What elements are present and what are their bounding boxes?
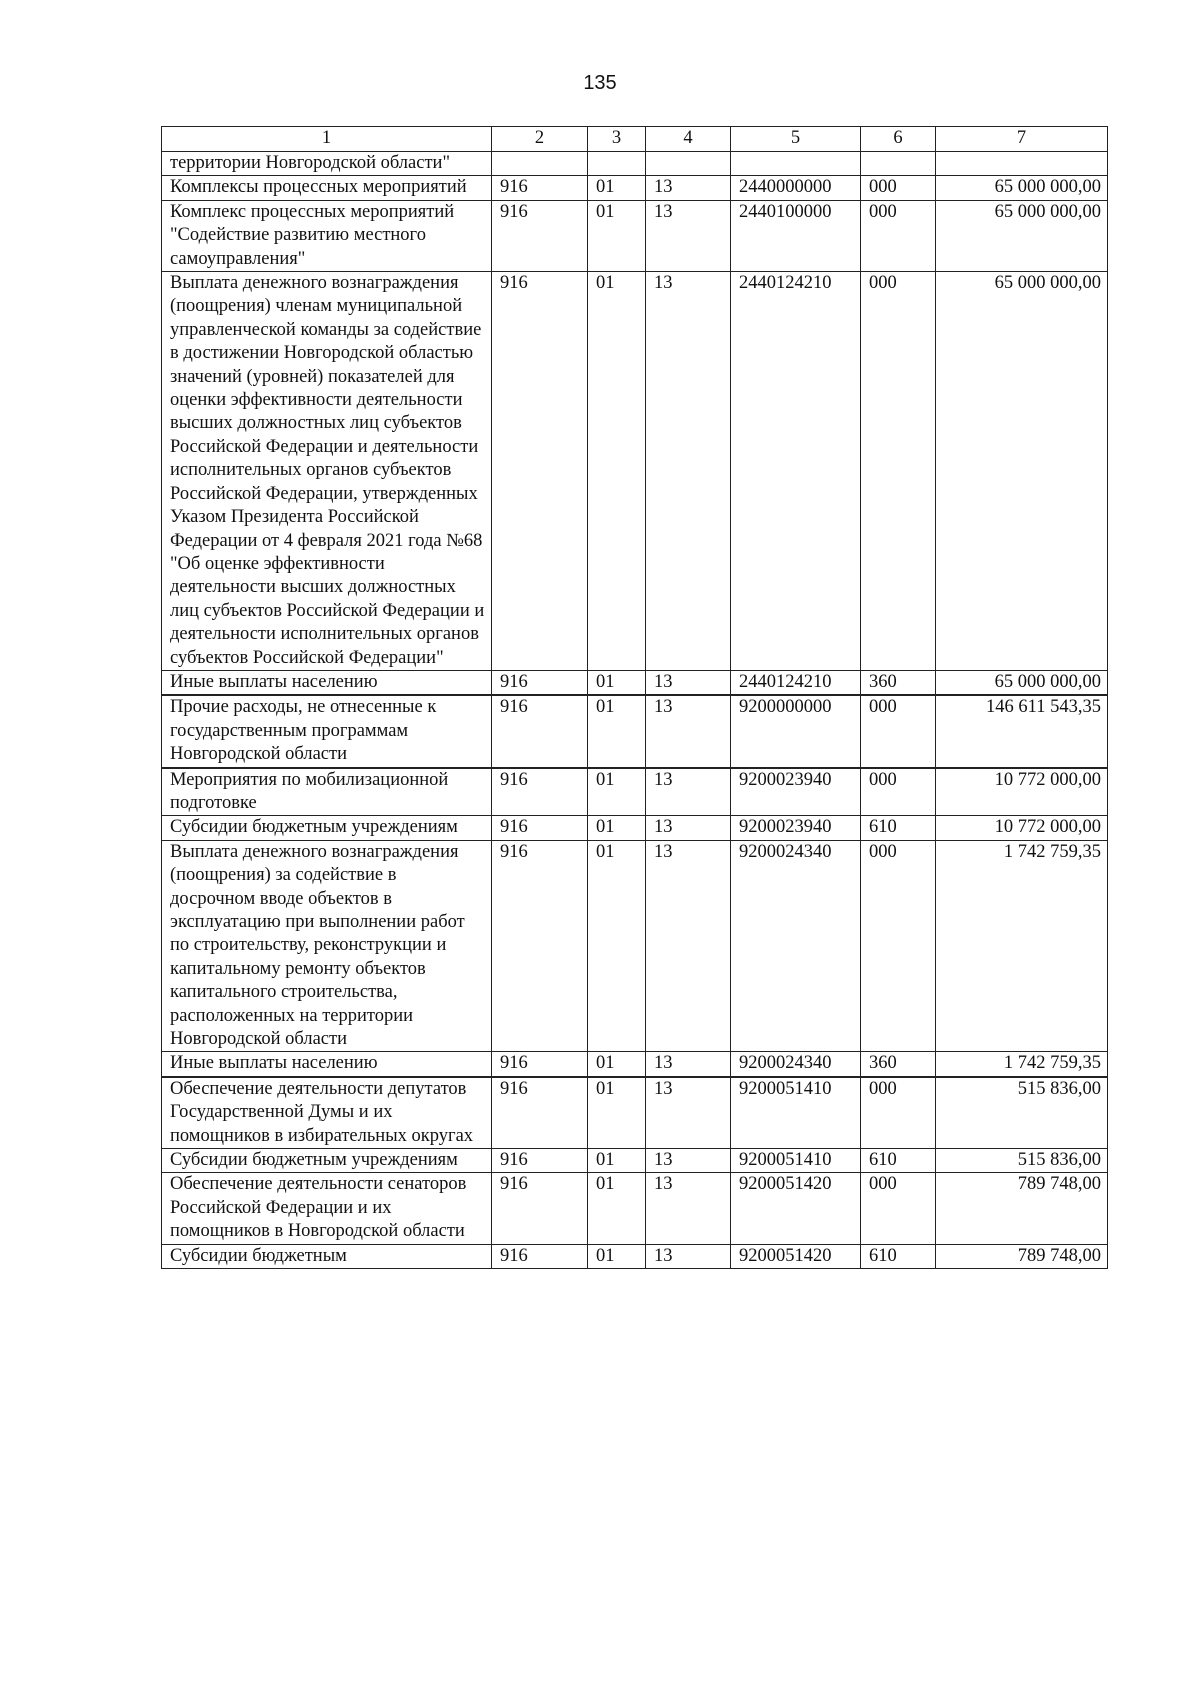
expense-type-cell: 610 — [861, 1149, 936, 1173]
table-row — [162, 1052, 1108, 1077]
ministry-code-cell: 916 — [492, 200, 588, 271]
expense-type-cell: 000 — [861, 1173, 936, 1244]
column-header: 3 — [588, 127, 646, 152]
section-code-cell: 01 — [588, 1244, 646, 1268]
section-code-cell: 01 — [588, 1173, 646, 1244]
row-name-cell: Обеспечение деятельности сенаторов Российской Федерации и их помощников в Новгородской области — [162, 1173, 492, 1244]
expense-type-cell: 000 — [861, 176, 936, 200]
expense-type-cell: 000 — [861, 840, 936, 1052]
ministry-code-cell: 916 — [492, 695, 588, 767]
expense-type-cell: 360 — [861, 1052, 936, 1077]
subsection-code-cell: 13 — [646, 840, 731, 1052]
section-code-cell: 01 — [588, 816, 646, 840]
amount-cell: 146 611 543,35 — [936, 695, 1108, 767]
column-header: 1 — [162, 127, 492, 152]
target-article-cell: 9200000000 — [731, 695, 861, 767]
subsection-code-cell: 13 — [646, 200, 731, 271]
subsection-code-cell: 13 — [646, 670, 731, 695]
subsection-code-cell: 13 — [646, 1149, 731, 1173]
target-article-cell: 2440124210 — [731, 272, 861, 671]
target-article-cell: 9200051410 — [731, 1077, 861, 1149]
subsection-code-cell: 13 — [646, 1052, 731, 1077]
target-article-cell — [731, 152, 861, 176]
section-code-cell: 01 — [588, 670, 646, 695]
section-code-cell: 01 — [588, 768, 646, 816]
target-article-cell: 2440100000 — [731, 200, 861, 271]
table-row — [162, 1149, 1108, 1173]
target-article-cell: 9200051410 — [731, 1149, 861, 1173]
column-header: 4 — [646, 127, 731, 152]
section-code-cell: 01 — [588, 1077, 646, 1149]
ministry-code-cell: 916 — [492, 176, 588, 200]
section-code-cell: 01 — [588, 200, 646, 271]
column-header: 2 — [492, 127, 588, 152]
table-row — [162, 768, 1108, 816]
ministry-code-cell: 916 — [492, 1173, 588, 1244]
amount-cell: 65 000 000,00 — [936, 176, 1108, 200]
amount-cell: 789 748,00 — [936, 1244, 1108, 1268]
subsection-code-cell: 13 — [646, 176, 731, 200]
row-name-cell: Иные выплаты населению — [162, 670, 492, 695]
table-header-row — [162, 127, 1108, 152]
expense-type-cell: 000 — [861, 1077, 936, 1149]
section-code-cell: 01 — [588, 1149, 646, 1173]
ministry-code-cell: 916 — [492, 1077, 588, 1149]
ministry-code-cell: 916 — [492, 816, 588, 840]
table-row — [162, 670, 1108, 695]
column-header: 5 — [731, 127, 861, 152]
expense-type-cell: 000 — [861, 200, 936, 271]
table-row — [162, 840, 1108, 1052]
row-name-cell: Субсидии бюджетным учреждениям — [162, 816, 492, 840]
row-name-cell: Комплексы процессных мероприятий — [162, 176, 492, 200]
section-code-cell: 01 — [588, 272, 646, 671]
expense-type-cell: 000 — [861, 768, 936, 816]
ministry-code-cell: 916 — [492, 768, 588, 816]
page-number: 135 — [583, 72, 617, 94]
row-name-cell: Обеспечение деятельности депутатов Государственной Думы и их помощников в избирательных округах — [162, 1077, 492, 1149]
target-article-cell: 9200051420 — [731, 1173, 861, 1244]
target-article-cell: 9200023940 — [731, 768, 861, 816]
expense-type-cell: 610 — [861, 816, 936, 840]
table-row — [162, 152, 1108, 176]
amount-cell: 1 742 759,35 — [936, 1052, 1108, 1077]
subsection-code-cell: 13 — [646, 816, 731, 840]
row-name-cell: Выплата денежного вознаграждения (поощрения) за содействие в досрочном вводе объектов в эксплуатацию при выполнении работ по строительству, реконструкции и капитальному ремонту объектов капитального строительства, расположенных на территории Новгородской области — [162, 840, 492, 1052]
target-article-cell: 2440000000 — [731, 176, 861, 200]
ministry-code-cell: 916 — [492, 840, 588, 1052]
section-code-cell: 01 — [588, 1052, 646, 1077]
table-row — [162, 695, 1108, 767]
expense-type-cell: 000 — [861, 272, 936, 671]
ministry-code-cell: 916 — [492, 1052, 588, 1077]
row-name-cell: Иные выплаты населению — [162, 1052, 492, 1077]
expense-type-cell: 610 — [861, 1244, 936, 1268]
ministry-code-cell: 916 — [492, 272, 588, 671]
expense-type-cell: 000 — [861, 695, 936, 767]
amount-cell: 65 000 000,00 — [936, 670, 1108, 695]
table-body — [162, 152, 1108, 1269]
subsection-code-cell: 13 — [646, 272, 731, 671]
row-name-cell: территории Новгородской области" — [162, 152, 492, 176]
subsection-code-cell: 13 — [646, 1173, 731, 1244]
row-name-cell: Мероприятия по мобилизационной подготовке — [162, 768, 492, 816]
subsection-code-cell: 13 — [646, 768, 731, 816]
amount-cell: 10 772 000,00 — [936, 768, 1108, 816]
table-row — [162, 1244, 1108, 1268]
amount-cell: 65 000 000,00 — [936, 200, 1108, 271]
amount-cell: 10 772 000,00 — [936, 816, 1108, 840]
target-article-cell: 9200024340 — [731, 840, 861, 1052]
amount-cell — [936, 152, 1108, 176]
target-article-cell: 9200023940 — [731, 816, 861, 840]
ministry-code-cell: 916 — [492, 1149, 588, 1173]
expense-type-cell — [861, 152, 936, 176]
budget-table — [161, 126, 1108, 1269]
row-name-cell: Выплата денежного вознаграждения (поощрения) членам муниципальной управленческой команды за содействие в достижении Новгородской областью значений (уровней) показателей для оценки эффективности деятельности высших должностных лиц субъектов Российской Федерации и деятельности исполнительных органов субъектов Российской Федерации, утвержденных Указом Президента Российской Федерации от 4 февраля 2021 года №68 "Об оценке эффективности деятельности высших должностных лиц субъектов Российской Федерации и деятельности исполнительных органов субъектов Российской Федерации" — [162, 272, 492, 671]
section-code-cell: 01 — [588, 695, 646, 767]
row-name-cell: Субсидии бюджетным учреждениям — [162, 1149, 492, 1173]
row-name-cell: Прочие расходы, не отнесенные к государственным программам Новгородской области — [162, 695, 492, 767]
subsection-code-cell: 13 — [646, 1244, 731, 1268]
amount-cell: 515 836,00 — [936, 1149, 1108, 1173]
table-row — [162, 200, 1108, 271]
ministry-code-cell: 916 — [492, 670, 588, 695]
target-article-cell: 9200024340 — [731, 1052, 861, 1077]
expense-type-cell: 360 — [861, 670, 936, 695]
table-row — [162, 1077, 1108, 1149]
target-article-cell: 9200051420 — [731, 1244, 861, 1268]
table-row — [162, 176, 1108, 200]
target-article-cell: 2440124210 — [731, 670, 861, 695]
column-header: 6 — [861, 127, 936, 152]
table-row — [162, 272, 1108, 671]
section-code-cell: 01 — [588, 176, 646, 200]
amount-cell: 789 748,00 — [936, 1173, 1108, 1244]
section-code-cell — [588, 152, 646, 176]
row-name-cell: Комплекс процессных мероприятий "Содействие развитию местного самоуправления" — [162, 200, 492, 271]
row-name-cell: Субсидии бюджетным — [162, 1244, 492, 1268]
ministry-code-cell — [492, 152, 588, 176]
amount-cell: 1 742 759,35 — [936, 840, 1108, 1052]
subsection-code-cell: 13 — [646, 1077, 731, 1149]
subsection-code-cell: 13 — [646, 695, 731, 767]
amount-cell: 515 836,00 — [936, 1077, 1108, 1149]
column-header: 7 — [936, 127, 1108, 152]
ministry-code-cell: 916 — [492, 1244, 588, 1268]
section-code-cell: 01 — [588, 840, 646, 1052]
subsection-code-cell — [646, 152, 731, 176]
table-row — [162, 816, 1108, 840]
amount-cell: 65 000 000,00 — [936, 272, 1108, 671]
table-row — [162, 1173, 1108, 1244]
